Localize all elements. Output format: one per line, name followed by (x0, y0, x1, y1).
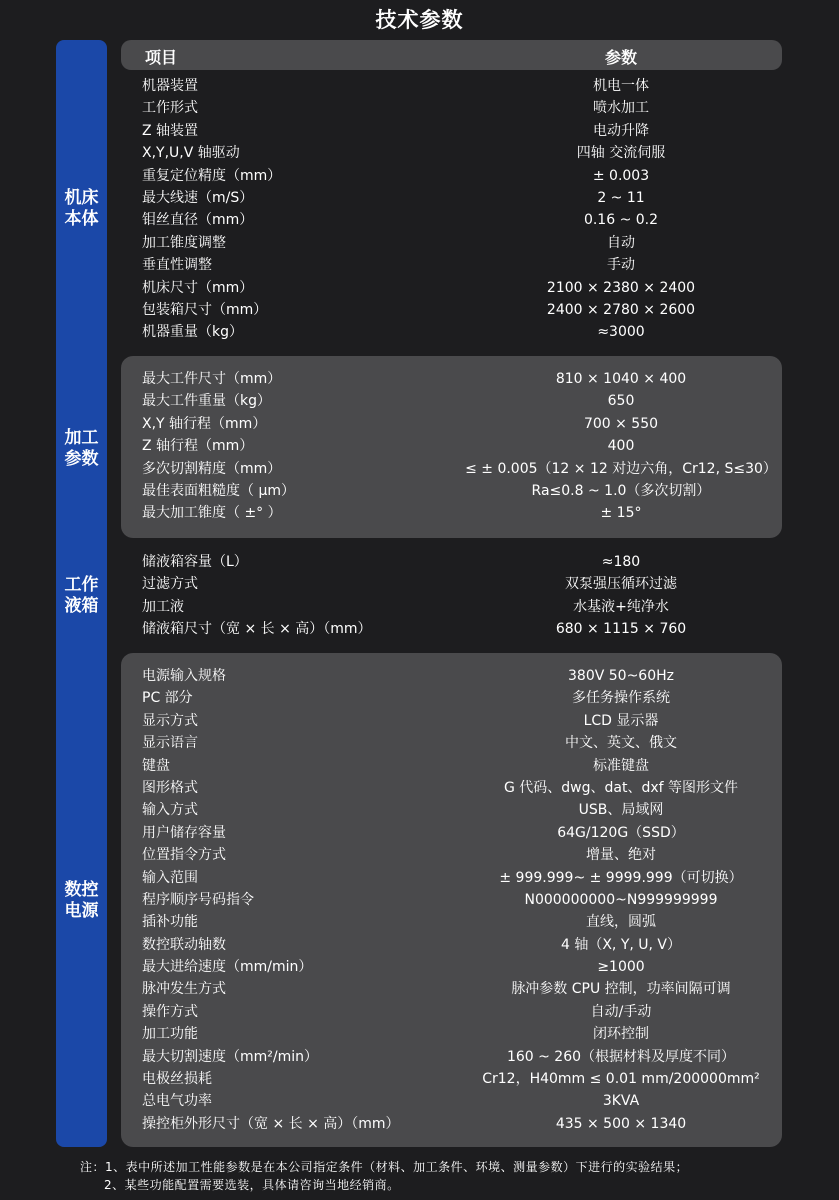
row-param-value: 2 ~ 11 (597, 189, 645, 206)
row-item-label: 电极丝损耗 (142, 1071, 212, 1088)
table-row (121, 1001, 782, 1023)
table-row (121, 232, 782, 254)
row-item-label: 加工锥度调整 (142, 234, 226, 251)
row-item-label: 储液箱尺寸（宽 × 长 × 高）（mm） (142, 621, 372, 638)
footnote-1: 注：1、表中所述加工性能参数是在本公司指定条件（材料、加工条件、环境、测量参数）下进行的实验结果； (80, 1160, 689, 1174)
row-item-label: 程序顺序号码指令 (142, 891, 254, 908)
category-label-line1: 工作 (64, 575, 99, 595)
row-param-value: 机电一体 (593, 78, 649, 94)
section-cnc-power (121, 665, 782, 1135)
header-param: 参数 (604, 48, 637, 67)
row-param-value: 标准键盘 (593, 757, 649, 774)
row-item-label: 显示语言 (142, 735, 198, 752)
row-param-value: 64G/120G（SSD） (557, 824, 685, 841)
row-param-value: ± 999.999~ ± 9999.999（可切换） (499, 869, 743, 886)
row-item-label: 钼丝直径（mm） (142, 212, 254, 229)
row-param-value: 脉冲参数 CPU 控制，功率间隔可调 (511, 981, 731, 998)
footnote-2: 2、某些功能配置需要选装，具体请咨询当地经销商。 (104, 1178, 400, 1192)
category-label-machine-body (56, 188, 107, 230)
table-row (121, 502, 782, 524)
row-item-label: 操作方式 (142, 1003, 198, 1020)
table-row (121, 435, 782, 457)
section-machining-params (121, 368, 782, 525)
table-row (121, 618, 782, 640)
row-param-value: Cr12，H40mm ≤ 0.01 mm/200000mm² (482, 1071, 760, 1088)
row-item-label: 最佳表面粗糙度（ μm） (142, 482, 295, 499)
table-header (121, 40, 782, 70)
row-param-value: 增量、绝对 (586, 847, 656, 864)
table-row (121, 1046, 782, 1068)
table-row (121, 934, 782, 956)
row-param-value: 双泵强压循环过滤 (565, 576, 677, 593)
row-item-label: 最大切割速度（mm²/min） (142, 1048, 319, 1065)
row-param-value: 4 轴（X, Y, U, V） (560, 936, 682, 953)
row-param-value: USB、局域网 (578, 802, 664, 819)
table-row (121, 978, 782, 1000)
row-item-label: X,Y,U,V 轴驱动 (142, 145, 240, 162)
category-label-line2: 电源 (64, 901, 99, 921)
row-param-value: ± 15° (600, 505, 642, 522)
row-item-label: 最大工件尺寸（mm） (142, 371, 282, 387)
row-item-label: X,Y 轴行程（mm） (142, 415, 267, 432)
table-row (121, 889, 782, 911)
table-row (121, 956, 782, 978)
row-item-label: 用户储存容量 (142, 824, 226, 841)
row-param-value: 四轴 交流伺服 (576, 145, 666, 162)
row-item-label: 脉冲发生方式 (142, 981, 226, 998)
row-param-value: 自动 (607, 234, 635, 251)
row-item-label: 加工液 (142, 598, 184, 615)
row-param-value: G 代码、dwg、dat、dxf 等图形文件 (503, 779, 739, 796)
row-item-label: 数控联动轴数 (142, 936, 226, 953)
table-row (121, 732, 782, 754)
row-item-label: 重复定位精度（mm） (142, 167, 282, 184)
row-item-label: 电源输入规格 (142, 668, 226, 684)
row-item-label: 输入方式 (142, 802, 198, 819)
table-row (121, 710, 782, 732)
table-row (121, 480, 782, 502)
row-item-label: 最大工件重量（kg） (142, 393, 271, 410)
table-row (121, 1113, 782, 1135)
row-param-value: 0.16 ~ 0.2 (583, 212, 659, 229)
row-item-label: 图形格式 (142, 779, 198, 796)
category-label-line1: 机床 (64, 188, 99, 208)
row-param-value: 手动 (607, 257, 635, 274)
row-item-label: 输入范围 (142, 869, 198, 886)
footnotes (80, 1158, 688, 1194)
row-item-label: 显示方式 (142, 712, 198, 729)
row-param-value: 435 × 500 × 1340 (555, 1115, 687, 1132)
row-param-value: 2400 × 2780 × 2600 (546, 301, 696, 318)
table-row (121, 299, 782, 321)
row-param-value: 自动/手动 (590, 1003, 652, 1020)
category-label-cnc-power (56, 880, 107, 922)
row-param-value: 3KVA (602, 1093, 640, 1110)
row-item-label: 机器重量（kg） (142, 324, 243, 341)
table-row (121, 142, 782, 164)
row-item-label: 插补功能 (142, 914, 198, 931)
table-row (121, 867, 782, 889)
table-row (121, 209, 782, 231)
row-param-value: 680 × 1115 × 760 (555, 621, 687, 638)
table-row (121, 1068, 782, 1090)
table-row (121, 413, 782, 435)
category-label-line1: 加工 (64, 428, 99, 448)
table-row (121, 687, 782, 709)
table-row (121, 596, 782, 618)
table-row (121, 573, 782, 595)
row-item-label: 位置指令方式 (142, 847, 226, 864)
row-item-label: 机床尺寸（mm） (142, 279, 254, 296)
table-row (121, 1090, 782, 1112)
table-row (121, 911, 782, 933)
category-label-line2: 参数 (64, 449, 99, 469)
row-param-value: 喷水加工 (593, 100, 649, 117)
row-param-value: ≈3000 (597, 324, 645, 341)
row-item-label: 工作形式 (142, 100, 198, 117)
table-row (121, 97, 782, 119)
table-row (121, 1023, 782, 1045)
row-item-label: Z 轴装置 (142, 122, 199, 139)
row-item-label: PC 部分 (142, 690, 193, 707)
table-row (121, 777, 782, 799)
table-row (121, 390, 782, 412)
row-item-label: 多次切割精度（mm） (142, 460, 282, 477)
row-param-value: 700 × 550 (583, 415, 659, 432)
row-param-value: 中文、英文、俄文 (565, 735, 677, 752)
row-param-value: 650 (607, 393, 635, 410)
row-item-label: 加工功能 (142, 1026, 198, 1043)
table-row (121, 551, 782, 573)
category-label-fluid-tank (56, 575, 107, 617)
table-row (121, 321, 782, 343)
table-row (121, 665, 782, 687)
header-item: 项目 (145, 48, 178, 67)
row-item-label: 机器装置 (142, 78, 198, 94)
table-row (121, 844, 782, 866)
row-param-value: 2100 × 2380 × 2400 (546, 279, 696, 296)
row-param-value: 多任务操作系统 (572, 690, 670, 707)
table-row (121, 277, 782, 299)
row-param-value: 电动升降 (593, 122, 649, 139)
page-title: 技术参数 (375, 8, 464, 32)
row-item-label: 操控柜外形尺寸（宽 × 长 × 高）（mm） (142, 1115, 400, 1132)
row-param-value: 水基液+纯净水 (573, 598, 669, 615)
table-row (121, 458, 782, 480)
row-param-value: ≤ ± 0.005（12 × 12 对边六角，Cr12, S≤30） (465, 460, 777, 477)
table-row (121, 187, 782, 209)
row-item-label: 过滤方式 (142, 576, 198, 593)
row-item-label: 储液箱容量（L） (142, 554, 248, 570)
row-param-value: 380V 50~60Hz (568, 668, 674, 684)
section-fluid-tank (121, 551, 782, 641)
table-row (121, 254, 782, 276)
table-row (121, 822, 782, 844)
row-param-value: ± 0.003 (592, 167, 650, 184)
table-row (121, 165, 782, 187)
row-item-label: 键盘 (142, 757, 170, 774)
row-param-value: ≥1000 (597, 959, 645, 976)
table-row (121, 120, 782, 142)
row-param-value: ≈180 (601, 554, 641, 570)
row-item-label: 最大线速（m/S） (142, 189, 254, 206)
row-param-value: N000000000~N999999999 (524, 891, 718, 908)
row-param-value: 160 ~ 260（根据材料及厚度不同） (506, 1048, 736, 1065)
table-row (121, 75, 782, 97)
row-item-label: 最大加工锥度（ ±° ） (142, 505, 282, 522)
category-label-line2: 液箱 (64, 596, 99, 616)
row-param-value: LCD 显示器 (583, 712, 659, 729)
table-row (121, 368, 782, 390)
category-label-machining-params (56, 428, 107, 470)
section-machine-body (121, 75, 782, 344)
row-item-label: 总电气功率 (142, 1093, 212, 1110)
row-item-label: 最大进给速度（mm/min） (142, 959, 313, 976)
row-param-value: 400 (607, 438, 635, 455)
category-label-line2: 本体 (64, 209, 99, 229)
row-param-value: 闭环控制 (593, 1026, 649, 1043)
row-item-label: Z 轴行程（mm） (142, 438, 254, 455)
row-param-value: 直线，圆弧 (586, 914, 656, 931)
row-item-label: 包装箱尺寸（mm） (142, 301, 268, 318)
row-param-value: 810 × 1040 × 400 (555, 371, 687, 387)
table-row (121, 799, 782, 821)
category-label-line1: 数控 (64, 880, 99, 900)
row-item-label: 垂直性调整 (142, 257, 212, 274)
table-row (121, 755, 782, 777)
row-param-value: Ra≤0.8 ~ 1.0（多次切割） (531, 482, 711, 499)
